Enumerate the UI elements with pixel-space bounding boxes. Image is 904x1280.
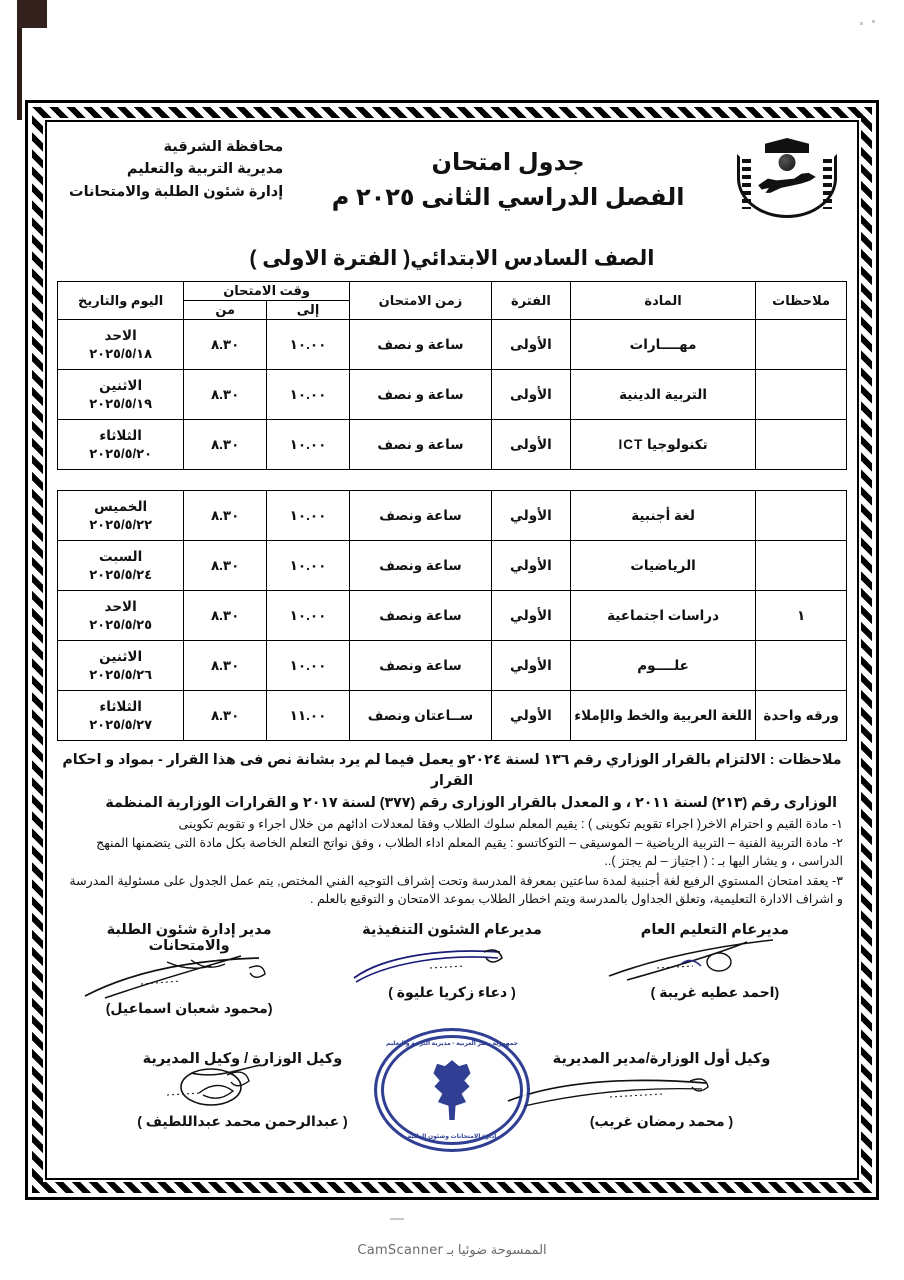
- cell-date: ٢٠٢٥/٥/٢٧: [89, 716, 153, 732]
- cell-date: ٢٠٢٥/٥/٢٥: [89, 616, 153, 632]
- cell-time-from: ٨.٣٠: [184, 420, 267, 470]
- cell-notes: ١: [756, 591, 847, 641]
- signature-name: ( محمد رمضان غريب): [589, 1113, 734, 1130]
- cell-time-from: ٨.٣٠: [184, 320, 267, 370]
- watermark-arabic-text: الممسوحة ضوئيا بـ: [446, 1242, 547, 1257]
- col-header-exam-time: وقت الامتحان: [184, 282, 350, 301]
- grade-heading: الصف السادس الابتدائي( الفترة الاولى ): [249, 247, 655, 270]
- notes-section: [57, 741, 847, 908]
- signature-mark: [71, 1067, 414, 1113]
- cell-day: الاحد: [104, 598, 137, 614]
- handwritten-signature-icon: [71, 1067, 331, 1113]
- cell-time-to: ١٠.٠٠: [267, 491, 350, 541]
- cell-notes: [756, 370, 847, 420]
- cell-day: الاثنين: [99, 377, 143, 393]
- signature-mark: [71, 954, 307, 1000]
- signature-name: ( عبدالرحمن محمد عبداللطيف ): [137, 1113, 348, 1130]
- cell-time-to: ١٠.٠٠: [267, 420, 350, 470]
- cell-day-date: [58, 491, 184, 541]
- cell-duration: ساعة و نصف: [349, 370, 491, 420]
- cell-period: الأولى: [491, 370, 570, 420]
- scan-edge-artifact: [17, 0, 22, 120]
- graduation-cap-icon: [765, 138, 809, 153]
- cell-duration: ســاعتان ونصف: [349, 691, 491, 741]
- cell-date: ٢٠٢٥/٥/٢٢: [89, 516, 153, 532]
- table-row: [58, 691, 847, 741]
- cell-notes: [756, 320, 847, 370]
- table-separator: [57, 470, 847, 490]
- table-row: [58, 420, 847, 470]
- signature-title: وكيل الوزارة / وكيل المديرية: [142, 1051, 343, 1068]
- cell-notes: [756, 420, 847, 470]
- handwritten-signature-icon: [597, 938, 797, 984]
- handwritten-signature-icon: [71, 954, 291, 1000]
- cell-date: ٢٠٢٥/٥/١٩: [89, 395, 153, 411]
- cell-subject: لغة أجنبية: [570, 491, 755, 541]
- cell-day-date: [58, 691, 184, 741]
- cell-duration: ساعة ونصف: [349, 491, 491, 541]
- cell-time-to: ١٠.٠٠: [267, 541, 350, 591]
- document-frame: [25, 100, 879, 1200]
- cell-period: الأولي: [491, 541, 570, 591]
- cell-subject: اللغة العربية والخط والإملاء: [570, 691, 755, 741]
- watermark-brand: CamScanner: [357, 1243, 444, 1258]
- cell-notes: ورقه واحدة: [756, 691, 847, 741]
- official-stamp-icon: [374, 1028, 530, 1152]
- eagle-emblem-icon: [430, 1060, 474, 1120]
- cell-day: السبت: [99, 548, 143, 564]
- signature-title: مديرعام التعليم العام: [640, 922, 790, 939]
- cell-subject: الرياضيات: [570, 541, 755, 591]
- cell-period: الأولي: [491, 641, 570, 691]
- signature-name: ( دعاء زكريا عليوة ): [388, 984, 516, 1001]
- table-row: [58, 591, 847, 641]
- cell-day-date: [58, 541, 184, 591]
- signature-mark: [597, 938, 833, 984]
- signature-block-first-undersecretary: [490, 1051, 833, 1130]
- cell-day-date: [58, 370, 184, 420]
- table-header-row: [58, 282, 847, 301]
- cell-period: الأولي: [491, 591, 570, 641]
- signatures-section: [57, 908, 847, 1158]
- cell-period: الأولي: [491, 691, 570, 741]
- cell-day: الخميس: [94, 498, 148, 514]
- cell-time-to: ١١.٠٠: [267, 691, 350, 741]
- cell-subject: دراسات اجتماعية: [570, 591, 755, 641]
- page-subtitle: الفصل الدراسي الثانى ٢٠٢٥ م: [331, 184, 685, 211]
- cell-time-to: ١٠.٠٠: [267, 320, 350, 370]
- camscanner-watermark: [0, 1242, 904, 1258]
- signature-mark: [490, 1067, 833, 1113]
- document-title-block: [283, 132, 733, 212]
- signature-name: (احمد عطيه غريبة ): [650, 984, 780, 1001]
- cell-duration: ساعة ونصف: [349, 591, 491, 641]
- cell-subject: تكنولوجيا ICT: [570, 420, 755, 470]
- table-row: [58, 541, 847, 591]
- cell-date: ٢٠٢٥/٥/٢٦: [89, 666, 153, 682]
- cell-time-from: ٨.٣٠: [184, 691, 267, 741]
- cell-date: ٢٠٢٥/٥/٢٠: [89, 445, 153, 461]
- school-emblem-icon: [733, 134, 841, 218]
- note-item-3: ٣- يعقد امتحان المستوي الرفيع لغة أجنبية لمدة ساعتين بمعرفة المدرسة وتحت إشراف التوجيه الفني المختص, يتم عمل الجدول على مسئولية المدرسة و اشراف الادارة التعليمية، وتعلق الجداول بالمدرسة ويتم اخطار الطلاب بموعد الامتحان و التوقيع بالعلم .: [69, 873, 843, 906]
- cell-day: الثلاثاء: [99, 427, 142, 443]
- cell-time-to: ١٠.٠٠: [267, 591, 350, 641]
- cell-time-to: ١٠.٠٠: [267, 370, 350, 420]
- cell-subject: مهــــارات: [570, 320, 755, 370]
- cell-period: الأولى: [491, 320, 570, 370]
- cell-date: ٢٠٢٥/٥/١٨: [89, 345, 153, 361]
- cell-duration: ساعة ونصف: [349, 541, 491, 591]
- signature-title: مديرعام الشئون التنفيذية: [362, 922, 542, 939]
- notes-heading-line1: ملاحظات : الالتزام بالقرار الوزاري رقم ١٣٦ لسنة ٢٠٢٤و يعمل فيما لم يرد بشانة نص فى هذا القرار - بمواد و احكام القرار: [62, 752, 842, 790]
- signature-block-general-education-director: [597, 922, 833, 1017]
- cell-day-date: [58, 591, 184, 641]
- exam-schedule-table-group1: [57, 281, 847, 470]
- signature-name: (محمود شعبان اسماعيل): [105, 1000, 273, 1017]
- cell-time-from: ٨.٣٠: [184, 541, 267, 591]
- department-label: إدارة شئون الطلبة والامتحانات: [69, 183, 284, 200]
- scan-speck: [860, 22, 863, 25]
- stamp-top-text: جمهورية مصر العربية - مديرية التربية والتعليم: [386, 1041, 518, 1048]
- stamp-bottom-text: إدارة الامتحانات وشئون الطلبة: [407, 1134, 497, 1141]
- document-header: [57, 128, 847, 240]
- laurel-wreath-icon: [737, 154, 837, 218]
- cell-day: الاثنين: [99, 648, 143, 664]
- cell-duration: ساعة ونصف: [349, 641, 491, 691]
- table-row: [58, 320, 847, 370]
- cell-notes: [756, 491, 847, 541]
- note-item-2: ٢- مادة التربية الفنية – التربية الرياضية – الموسيقى – التوكاتسو : يقيم المعلم اداء الطلاب ، وفق نواتج التعلم الخاصة بكل مادة التى يتضمنها المنهج الدراسى ، و يشار اليها بـ : ( اجتياز – لم يجتز )..: [96, 836, 843, 869]
- cell-subject: التربية الدينية: [570, 370, 755, 420]
- signature-title: وكيل أول الوزارة/مدير المديرية: [552, 1051, 771, 1068]
- cell-date: ٢٠٢٥/٥/٢٤: [89, 566, 153, 582]
- handwritten-signature-icon: [334, 938, 534, 984]
- signature-title: مدير إدارة شئون الطلبة والامتحانات: [106, 922, 272, 955]
- document-body: [45, 120, 859, 1180]
- cell-time-from: ٨.٣٠: [184, 641, 267, 691]
- cell-time-to: ١٠.٠٠: [267, 641, 350, 691]
- col-header-notes: ملاحظات: [756, 282, 847, 320]
- cell-notes: [756, 541, 847, 591]
- cell-day-date: [58, 641, 184, 691]
- col-header-to: إلى: [267, 301, 350, 320]
- col-header-period: الفترة: [491, 282, 570, 320]
- cell-day-date: [58, 320, 184, 370]
- cell-period: الأولى: [491, 420, 570, 470]
- cell-time-from: ٨.٣٠: [184, 491, 267, 541]
- cell-day: الثلاثاء: [99, 698, 142, 714]
- scan-speck: [872, 20, 875, 23]
- cell-time-from: ٨.٣٠: [184, 591, 267, 641]
- col-header-subject: المادة: [570, 282, 755, 320]
- cell-notes: [756, 641, 847, 691]
- signature-mark: [334, 938, 570, 984]
- cell-duration: ساعة و نصف: [349, 320, 491, 370]
- note-item-1: ١- مادة القيم و احترام الاخر( اجراء تقويم تكوينى ) : يقيم المعلم سلوك الطلاب وفقا لمعدلات ادائهم من خلال اجراء و تقويم تكوينى: [178, 816, 843, 831]
- col-header-duration: زمن الامتحان: [349, 282, 491, 320]
- cell-period: الأولي: [491, 491, 570, 541]
- cell-duration: ساعة و نصف: [349, 420, 491, 470]
- cell-day-date: [58, 420, 184, 470]
- notes-heading-line2: الوزارى رقم (٢١٣) لسنة ٢٠١١ ، و المعدل بالقرار الوزارى رقم (٣٧٧) لسنة ٢٠١٧ و القرارات الوزارية المنظمة: [105, 794, 837, 811]
- scan-speck: [390, 1218, 404, 1220]
- col-header-day-date: اليوم والتاريخ: [58, 282, 184, 320]
- directorate-label: مديرية التربية والتعليم: [126, 161, 284, 178]
- signature-block-student-affairs-director: [71, 922, 307, 1017]
- cell-day: الاحد: [104, 327, 137, 343]
- signature-block-undersecretary: [71, 1051, 414, 1130]
- table-row: [58, 491, 847, 541]
- cell-time-from: ٨.٣٠: [184, 370, 267, 420]
- signature-row-1: [57, 922, 847, 1017]
- page-title: جدول امتحان: [431, 149, 585, 176]
- table-row: [58, 641, 847, 691]
- col-header-from: من: [184, 301, 267, 320]
- signature-block-executive-affairs-director: [334, 922, 570, 1017]
- table-row: [58, 370, 847, 420]
- exam-schedule-table-group2: [57, 490, 847, 741]
- authority-block: [63, 132, 283, 203]
- governorate-label: محافظة الشرقية: [163, 139, 284, 155]
- cell-subject: علــــوم: [570, 641, 755, 691]
